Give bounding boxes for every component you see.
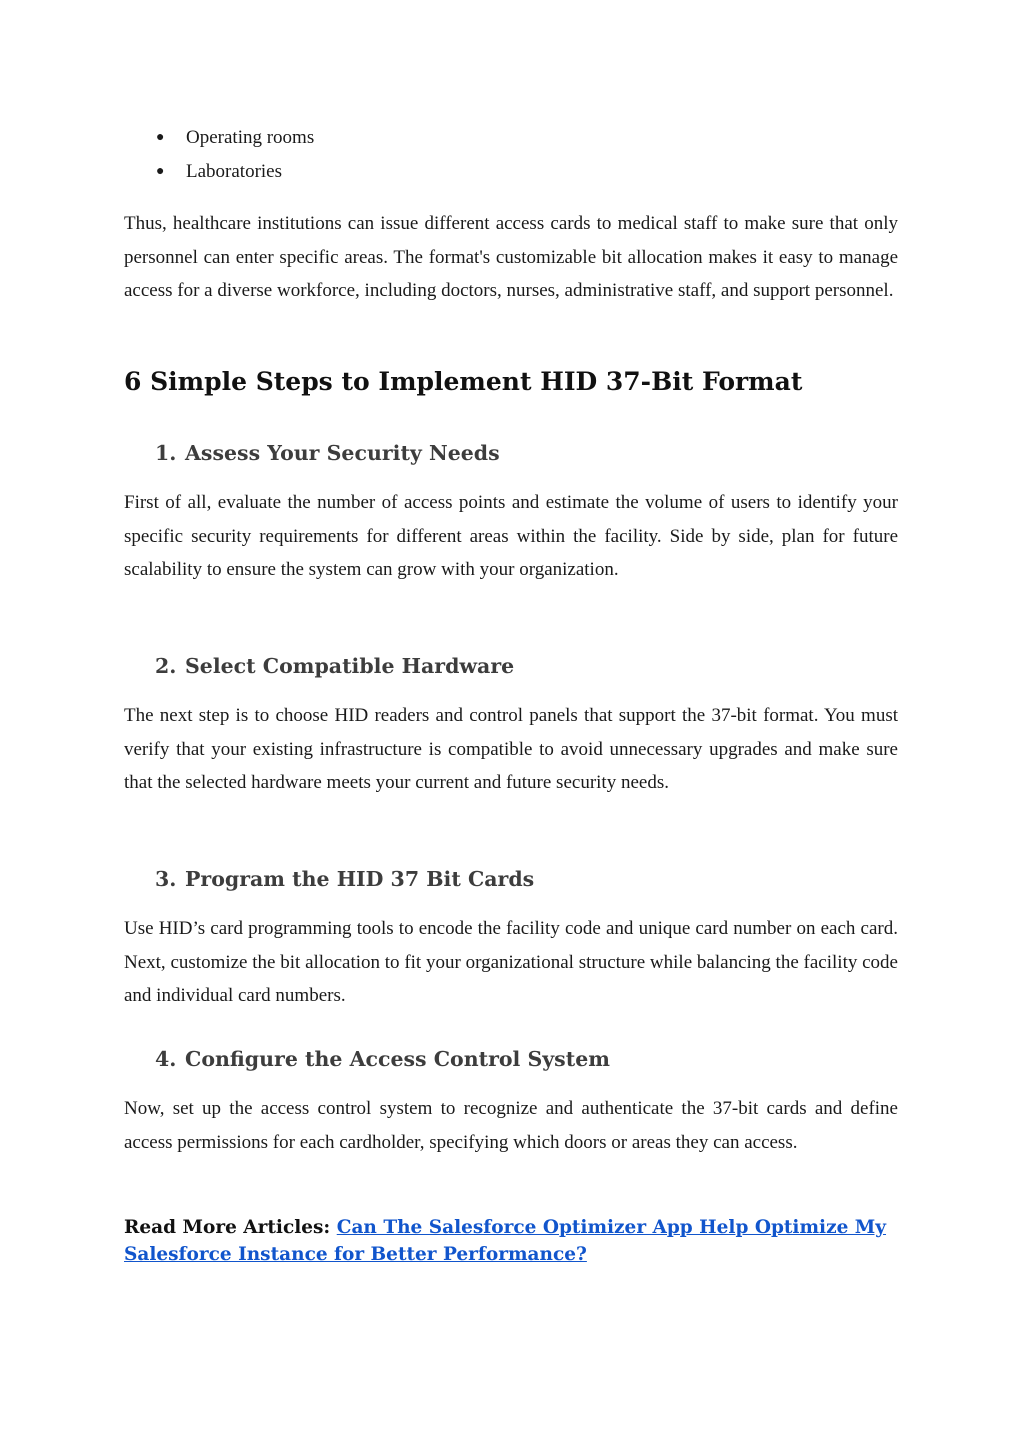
read-more-link[interactable]: Can The Salesforce Optimizer App Help Optimize My Salesforce Instance for Better Performance? (124, 1217, 887, 1265)
main-heading: 6 Simple Steps to Implement HID 37-Bit Format (124, 367, 803, 396)
step-number: 3. (155, 867, 177, 891)
bullet-item: ● Laboratories (154, 155, 314, 189)
read-more (124, 1214, 898, 1268)
step-title: Program the HID 37 Bit Cards (185, 867, 535, 891)
bullet-list (154, 121, 314, 189)
read-more-label: Read More Articles: (124, 1217, 331, 1238)
step-heading (155, 862, 534, 896)
step-heading (155, 649, 514, 683)
bullet-icon: ● (156, 130, 165, 145)
step-number: 1. (155, 441, 177, 465)
bullet-item: ● Operating rooms (154, 121, 314, 155)
step-body: Now, set up the access control system to recognize and authenticate the 37-bit cards and define access permissions for each cardholder, specifying which doors or areas they can access. (124, 1098, 898, 1153)
step-title: Select Compatible Hardware (185, 654, 515, 678)
step-title: Configure the Access Control System (185, 1047, 610, 1071)
step-title: Assess Your Security Needs (185, 441, 500, 465)
step-body: The next step is to choose HID readers and control panels that support the 37-bit format. You must verify that your existing infrastructure is compatible to avoid unnecessary upgrades and make sure that the selected hardware meets your current and future security needs. (124, 705, 898, 793)
step-number: 4. (155, 1047, 177, 1071)
step-heading (155, 436, 500, 470)
intro-paragraph: Thus, healthcare institutions can issue different access cards to medical staff to make sure that only personnel can enter specific areas. The format's customizable bit allocation makes it easy to manage access for a diverse workforce, including doctors, nurses, administrative staff, and support personnel. (124, 213, 898, 301)
step-body: Use HID’s card programming tools to encode the facility code and unique card number on each card. Next, customize the bit allocation to fit your organizational structure while balancing the facility code and individual card numbers. (124, 918, 898, 1006)
step-number: 2. (155, 654, 177, 678)
step-body: First of all, evaluate the number of access points and estimate the volume of users to identify your specific security requirements for different areas within the facility. Side by side, plan for future scalability to ensure the system can grow with your organization. (124, 492, 898, 580)
step-heading (155, 1042, 610, 1076)
bullet-icon: ● (156, 164, 165, 179)
